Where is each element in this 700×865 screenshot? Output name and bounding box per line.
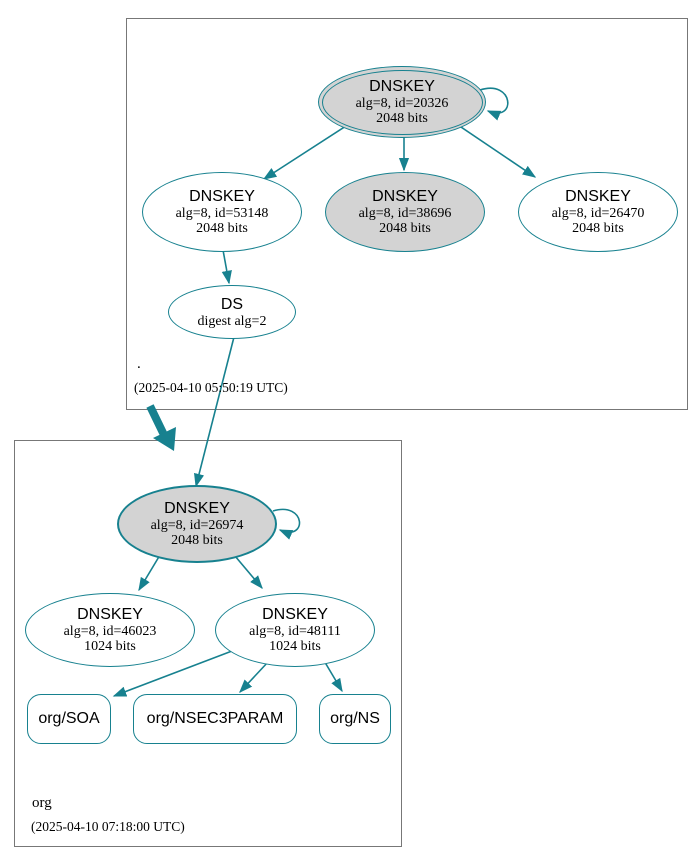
node-title: DNSKEY: [164, 500, 230, 517]
node-bits: 1024 bits: [269, 639, 321, 654]
rrset-org-nsec3param[interactable]: [133, 694, 297, 744]
node-alg-id: alg=8, id=20326: [355, 96, 449, 111]
edge-root-ksk-to-zsk-53148: [264, 126, 346, 179]
delegation-arrow-shaft: [150, 406, 165, 437]
rrset-org-soa[interactable]: [27, 694, 111, 744]
dnskey-node-26470[interactable]: [518, 172, 678, 252]
node-bits: 2048 bits: [572, 221, 624, 236]
node-digest-alg: digest alg=2: [197, 313, 267, 329]
node-title: DNSKEY: [262, 606, 328, 623]
dnskey-node-53148[interactable]: [142, 172, 302, 252]
node-title: DNSKEY: [77, 606, 143, 623]
edge-zsk-48111-to-nsec3param: [240, 662, 268, 692]
node-bits: 2048 bits: [379, 221, 431, 236]
node-alg-id: alg=8, id=46023: [63, 624, 157, 639]
ds-node[interactable]: [168, 285, 296, 339]
node-alg-id: alg=8, id=26470: [551, 206, 645, 221]
edge-org-ksk-to-zsk-48111: [235, 556, 262, 588]
dnskey-node-20326-trust-anchor[interactable]: [318, 66, 486, 138]
rrset-label: org/NS: [330, 710, 380, 727]
root-zone-label: .: [137, 356, 141, 372]
edge-org-ksk-to-zsk-46023: [139, 555, 160, 590]
node-title: DNSKEY: [189, 188, 255, 205]
node-bits: 2048 bits: [171, 533, 223, 548]
dnskey-node-26974[interactable]: [117, 485, 277, 563]
node-title: DNSKEY: [369, 78, 435, 95]
node-title: DNSKEY: [372, 188, 438, 205]
node-bits: 1024 bits: [84, 639, 136, 654]
node-alg-id: alg=8, id=48111: [249, 624, 341, 639]
edge-root-ksk-to-zsk-26470: [458, 125, 535, 177]
node-bits: 2048 bits: [376, 111, 428, 126]
node-title: DNSKEY: [565, 188, 631, 205]
node-alg-id: alg=8, id=26974: [150, 518, 244, 533]
rrset-org-ns[interactable]: [319, 694, 391, 744]
org-zone-label: org: [32, 795, 52, 811]
dnskey-node-38696[interactable]: [325, 172, 485, 252]
root-zone-timestamp: (2025-04-10 05:50:19 UTC): [134, 380, 288, 395]
node-title: DS: [220, 295, 244, 313]
node-bits: 2048 bits: [196, 221, 248, 236]
edge-ds-to-org-ksk: [196, 337, 234, 486]
dnskey-node-48111[interactable]: [215, 593, 375, 667]
edge-zsk-53148-to-ds: [223, 250, 229, 283]
rrset-label: org/SOA: [38, 710, 100, 727]
rrset-label: org/NSEC3PARAM: [146, 710, 284, 727]
org-zone-timestamp: (2025-04-10 07:18:00 UTC): [31, 819, 185, 834]
dnskey-node-46023[interactable]: [25, 593, 195, 667]
node-alg-id: alg=8, id=53148: [175, 206, 269, 221]
edge-org-ksk-selfsign-loop: [273, 509, 299, 532]
node-alg-id: alg=8, id=38696: [358, 206, 452, 221]
